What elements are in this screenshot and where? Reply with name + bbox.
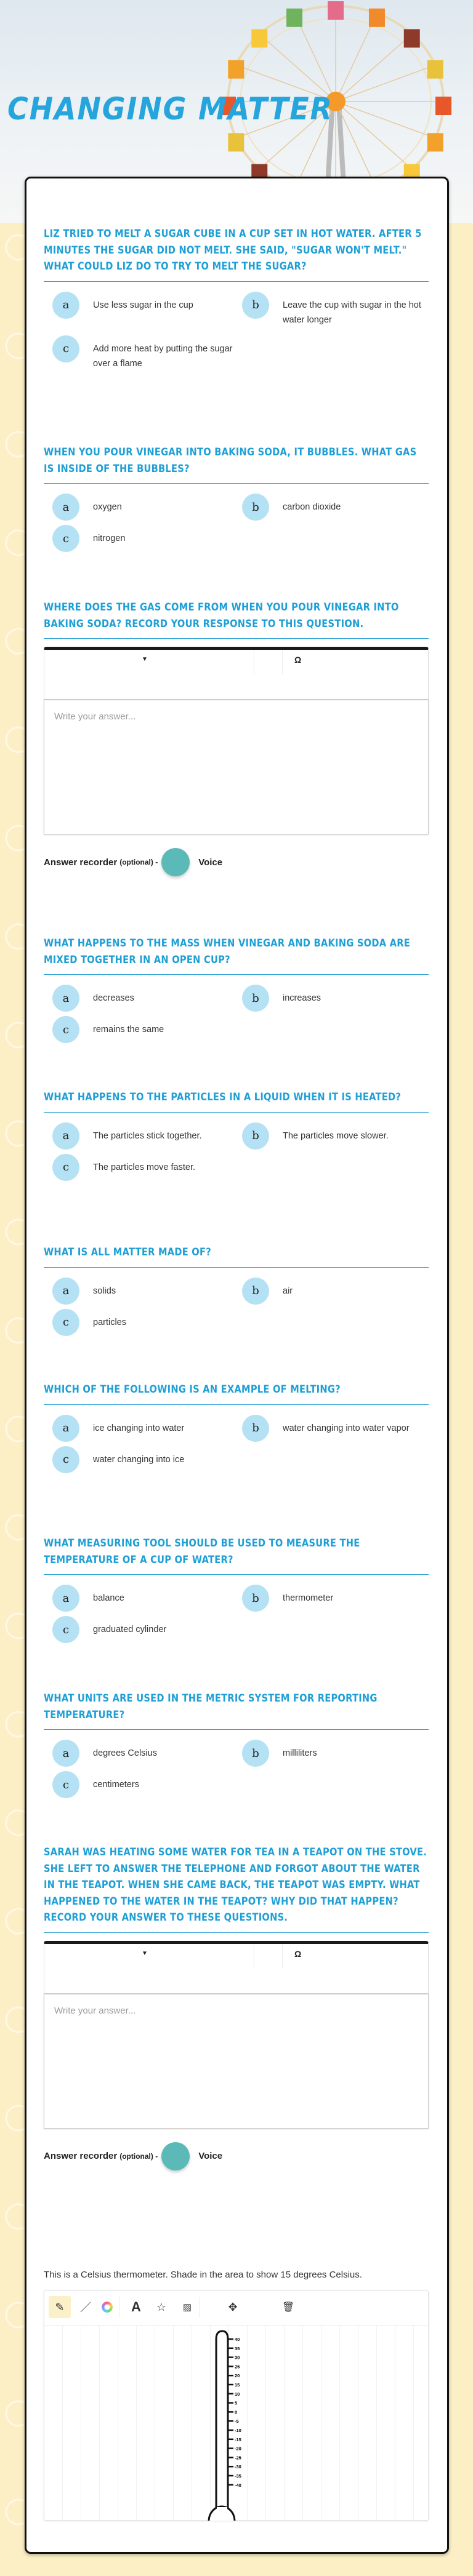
drawing-toolbar — [44, 2291, 428, 2326]
thermometer-tick-label: -40 — [235, 2482, 241, 2488]
recorder-label: Answer recorder — [44, 857, 118, 868]
star-icon[interactable]: ☆ — [156, 2300, 167, 2313]
question-10 — [44, 1844, 429, 2170]
ferris-cabin — [427, 60, 443, 79]
option-text: water changing into water vapor — [283, 1423, 410, 1433]
option-a[interactable] — [44, 985, 233, 1012]
option-a[interactable] — [44, 1278, 233, 1305]
option-text: water changing into ice — [93, 1454, 185, 1465]
option-a[interactable] — [44, 1122, 233, 1150]
question-9 — [44, 1690, 429, 1798]
divider — [44, 1932, 429, 1933]
option-c[interactable] — [44, 1309, 233, 1336]
thermometer-tick-label: 40 — [235, 2337, 240, 2342]
divider — [44, 638, 429, 639]
color-wheel-icon[interactable] — [96, 2296, 118, 2318]
option-letter: c — [52, 1309, 79, 1336]
option-text: milliliters — [283, 1748, 317, 1758]
option-text: Use less sugar in the cup — [93, 300, 193, 310]
ferris-cabin — [228, 60, 244, 79]
option-b[interactable] — [233, 985, 423, 1012]
editor-toolbar — [44, 647, 429, 699]
question-text: WHAT MEASURING TOOL SHOULD BE USED TO MEASURE THE TEMPERATURE OF A CUP OF WATER? — [44, 1537, 360, 1566]
option-letter: b — [242, 292, 269, 319]
option-b[interactable] — [233, 1415, 423, 1442]
option-letter: a — [52, 1740, 79, 1767]
option-text: particles — [93, 1317, 126, 1327]
thermometer-tick-label: -25 — [235, 2455, 241, 2461]
question-text: SARAH WAS HEATING SOME WATER FOR TEA IN A TEAPOT ON THE STOVE. SHE LEFT TO ANSWER THE TELEPHONE AND FORGOT ABOUT THE WATER IN THE TEAPOT. WHEN SHE CAME BACK, THE TEAPOT WAS EMPTY. WHAT HAPPENED TO THE WATER IN THE TEAPOT? WHY DID THAT HAPPEN? RECORD YOUR ANSWER TO THESE QUESTIONS. — [44, 1846, 427, 1924]
question-text: WHAT HAPPENS TO THE MASS WHEN VINEGAR AND BAKING SODA ARE MIXED TOGETHER IN AN OPEN CUP? — [44, 937, 410, 966]
option-b[interactable] — [233, 292, 423, 331]
ferris-cabin — [427, 133, 443, 151]
option-text: centimeters — [93, 1780, 139, 1790]
thermometer-tick-label: 20 — [235, 2373, 240, 2379]
divider — [44, 483, 429, 484]
worksheet-card — [25, 177, 449, 2554]
option-letter: b — [242, 1585, 269, 1612]
option-letter: a — [52, 1122, 79, 1150]
ferris-cabin — [251, 29, 267, 47]
option-text: ice changing into water — [93, 1423, 185, 1433]
option-text: The particles stick together. — [93, 1130, 202, 1141]
answer-textarea[interactable]: Write your answer... — [44, 699, 429, 834]
option-a[interactable] — [44, 494, 233, 521]
drawing-prompt: This is a Celsius thermometer. Shade in the area to show 15 degrees Celsius. — [44, 2270, 362, 2280]
text-icon[interactable]: A — [131, 2299, 141, 2314]
option-text: oxygen — [93, 502, 122, 512]
option-c[interactable] — [44, 1616, 233, 1643]
option-text: Leave the cup with sugar in the hot water longer — [283, 300, 421, 325]
recorder-optional: (optional) - — [119, 858, 158, 866]
voice-record-button[interactable] — [161, 848, 190, 876]
divider — [44, 281, 429, 282]
divider — [44, 1404, 429, 1405]
thermometer-tick-label: -35 — [235, 2473, 241, 2479]
ferris-cabin — [228, 133, 244, 151]
option-text: graduated cylinder — [93, 1625, 167, 1634]
special-character-button[interactable]: Ω — [294, 655, 302, 665]
divider — [44, 1267, 429, 1268]
question-7 — [44, 1382, 429, 1473]
option-text: remains the same — [93, 1025, 164, 1034]
question-text: WHAT IS ALL MATTER MADE OF? — [44, 1246, 211, 1258]
option-c[interactable] — [44, 1016, 233, 1043]
voice-label: Voice — [198, 857, 223, 868]
option-text: The particles move faster. — [93, 1162, 196, 1172]
recorder-label: Answer recorder — [44, 2151, 118, 2161]
thermometer-tick-label: -10 — [235, 2428, 241, 2433]
thermometer-tick-label: -15 — [235, 2436, 241, 2442]
option-letter: b — [242, 985, 269, 1012]
question-text: LIZ TRIED TO MELT A SUGAR CUBE IN A CUP SET IN HOT WATER. AFTER 5 MINUTES THE SUGAR DID NOT MELT. SHE SAID, "SUGAR WON'T MELT." WHAT COULD LIZ DO TO TRY TO MELT THE SUGAR? — [44, 228, 422, 273]
option-text: carbon dioxide — [283, 502, 341, 512]
thermometer-tick-label: -20 — [235, 2446, 241, 2452]
option-b[interactable] — [233, 494, 423, 521]
option-letter: a — [52, 1415, 79, 1442]
thermometer-tick-label: 30 — [235, 2354, 240, 2361]
question-3 — [44, 599, 429, 876]
option-letter: c — [52, 1616, 79, 1643]
option-a[interactable] — [44, 1585, 233, 1612]
question-6 — [44, 1244, 429, 1336]
option-a[interactable] — [44, 292, 233, 331]
option-text: solids — [93, 1286, 116, 1296]
option-text: decreases — [93, 993, 134, 1003]
answer-textarea[interactable]: Write your answer... — [44, 1993, 429, 2129]
option-letter: a — [52, 292, 79, 319]
divider — [44, 1729, 429, 1730]
trash-icon[interactable]: 🗑 — [281, 2302, 295, 2313]
thermometer-tick-label: 25 — [235, 2364, 240, 2370]
toolbar-separator — [282, 1944, 283, 1969]
pencil-icon[interactable]: ✎ — [49, 2296, 71, 2318]
option-b[interactable] — [233, 1278, 423, 1305]
thermometer-tick-label: 35 — [235, 2345, 240, 2351]
thermometer-tick-label: 15 — [235, 2382, 240, 2388]
option-text: balance — [93, 1593, 124, 1603]
question-text: WHAT HAPPENS TO THE PARTICLES IN A LIQUID WHEN IT IS HEATED? — [44, 1091, 402, 1103]
question-text: WHICH OF THE FOLLOWING IS AN EXAMPLE OF MELTING? — [44, 1383, 341, 1396]
option-letter: b — [242, 1740, 269, 1767]
option-c[interactable] — [44, 1154, 233, 1181]
question-5 — [44, 1089, 429, 1181]
toolbar-separator — [282, 650, 283, 674]
question-text: WHEN YOU POUR VINEGAR INTO BAKING SODA, IT BUBBLES. WHAT GAS IS INSIDE OF THE BUBBLES? — [44, 446, 417, 475]
option-letter: b — [242, 1278, 269, 1305]
drawing-canvas[interactable] — [44, 2326, 428, 2521]
option-b[interactable] — [233, 1122, 423, 1150]
question-4 — [44, 935, 429, 1043]
option-letter: a — [52, 1585, 79, 1612]
option-letter: a — [52, 985, 79, 1012]
option-text: thermometer — [283, 1593, 334, 1603]
option-letter: b — [242, 1122, 269, 1150]
question-text: WHAT UNITS ARE USED IN THE METRIC SYSTEM FOR REPORTING TEMPERATURE? — [44, 1692, 378, 1721]
question-1 — [44, 226, 429, 375]
thermometer-tick-label: 0 — [235, 2409, 238, 2415]
option-c[interactable] — [44, 335, 233, 375]
recorder-optional: (optional) - — [119, 2151, 158, 2161]
voice-record-button[interactable] — [161, 2142, 190, 2170]
ferris-cabin — [286, 9, 302, 27]
ferris-cabin — [369, 9, 385, 27]
divider — [44, 1574, 429, 1575]
option-text: air — [283, 1286, 293, 1296]
question-text: WHERE DOES THE GAS COME FROM WHEN YOU POUR VINEGAR INTO BAKING SODA? RECORD YOUR RESPONSE TO THIS QUESTION. — [44, 601, 399, 630]
option-b[interactable] — [233, 1740, 423, 1767]
ferris-cabin — [404, 29, 420, 47]
question-8 — [44, 1535, 429, 1643]
option-text: increases — [283, 993, 321, 1003]
option-letter: b — [242, 494, 269, 521]
drawing-board — [44, 2290, 429, 2521]
option-letter: c — [52, 335, 79, 362]
drawing-question — [44, 2267, 429, 2521]
option-letter: c — [52, 1154, 79, 1181]
option-letter: c — [52, 1771, 79, 1798]
answer-recorder — [44, 2142, 429, 2170]
option-letter: a — [52, 494, 79, 521]
option-text: nitrogen — [93, 534, 126, 543]
ferris-cabin — [328, 1, 344, 20]
option-c[interactable] — [44, 1771, 233, 1798]
option-text: The particles move slower. — [283, 1130, 389, 1141]
option-c[interactable] — [44, 525, 233, 552]
option-b[interactable] — [233, 1585, 423, 1612]
divider — [44, 1112, 429, 1113]
option-letter: c — [52, 1446, 79, 1473]
ferris-cabin — [435, 97, 451, 115]
format-dropdown-icon[interactable]: ▼ — [142, 656, 148, 663]
editor-toolbar — [44, 1941, 429, 1993]
option-a[interactable] — [44, 1415, 233, 1442]
format-dropdown-icon[interactable]: ▼ — [142, 1950, 148, 1957]
option-a[interactable] — [44, 1740, 233, 1767]
thermometer-image — [44, 2326, 428, 2521]
divider — [44, 974, 429, 975]
page-title: CHANGING MATTER — [7, 91, 333, 127]
thermometer-tick-label: -5 — [235, 2418, 239, 2425]
option-text: degrees Celsius — [93, 1748, 157, 1758]
option-letter: a — [52, 1278, 79, 1305]
answer-recorder — [44, 848, 429, 876]
option-letter: c — [52, 1016, 79, 1043]
image-icon[interactable]: ▨ — [182, 2302, 192, 2313]
option-text: Add more heat by putting the sugar over a flame — [93, 343, 233, 369]
special-character-button[interactable]: Ω — [294, 1948, 302, 1959]
brush-icon[interactable]: ／ — [80, 2302, 91, 2314]
thermometer-tick-label: 5 — [235, 2400, 238, 2406]
voice-label: Voice — [198, 2151, 223, 2161]
option-c[interactable] — [44, 1446, 233, 1473]
question-2 — [44, 444, 429, 552]
option-letter: c — [52, 525, 79, 552]
thermometer-tick-label: -30 — [235, 2464, 241, 2470]
thermometer-tick-label: 10 — [235, 2391, 240, 2397]
option-letter: b — [242, 1415, 269, 1442]
move-icon[interactable]: ✥ — [228, 2300, 238, 2313]
